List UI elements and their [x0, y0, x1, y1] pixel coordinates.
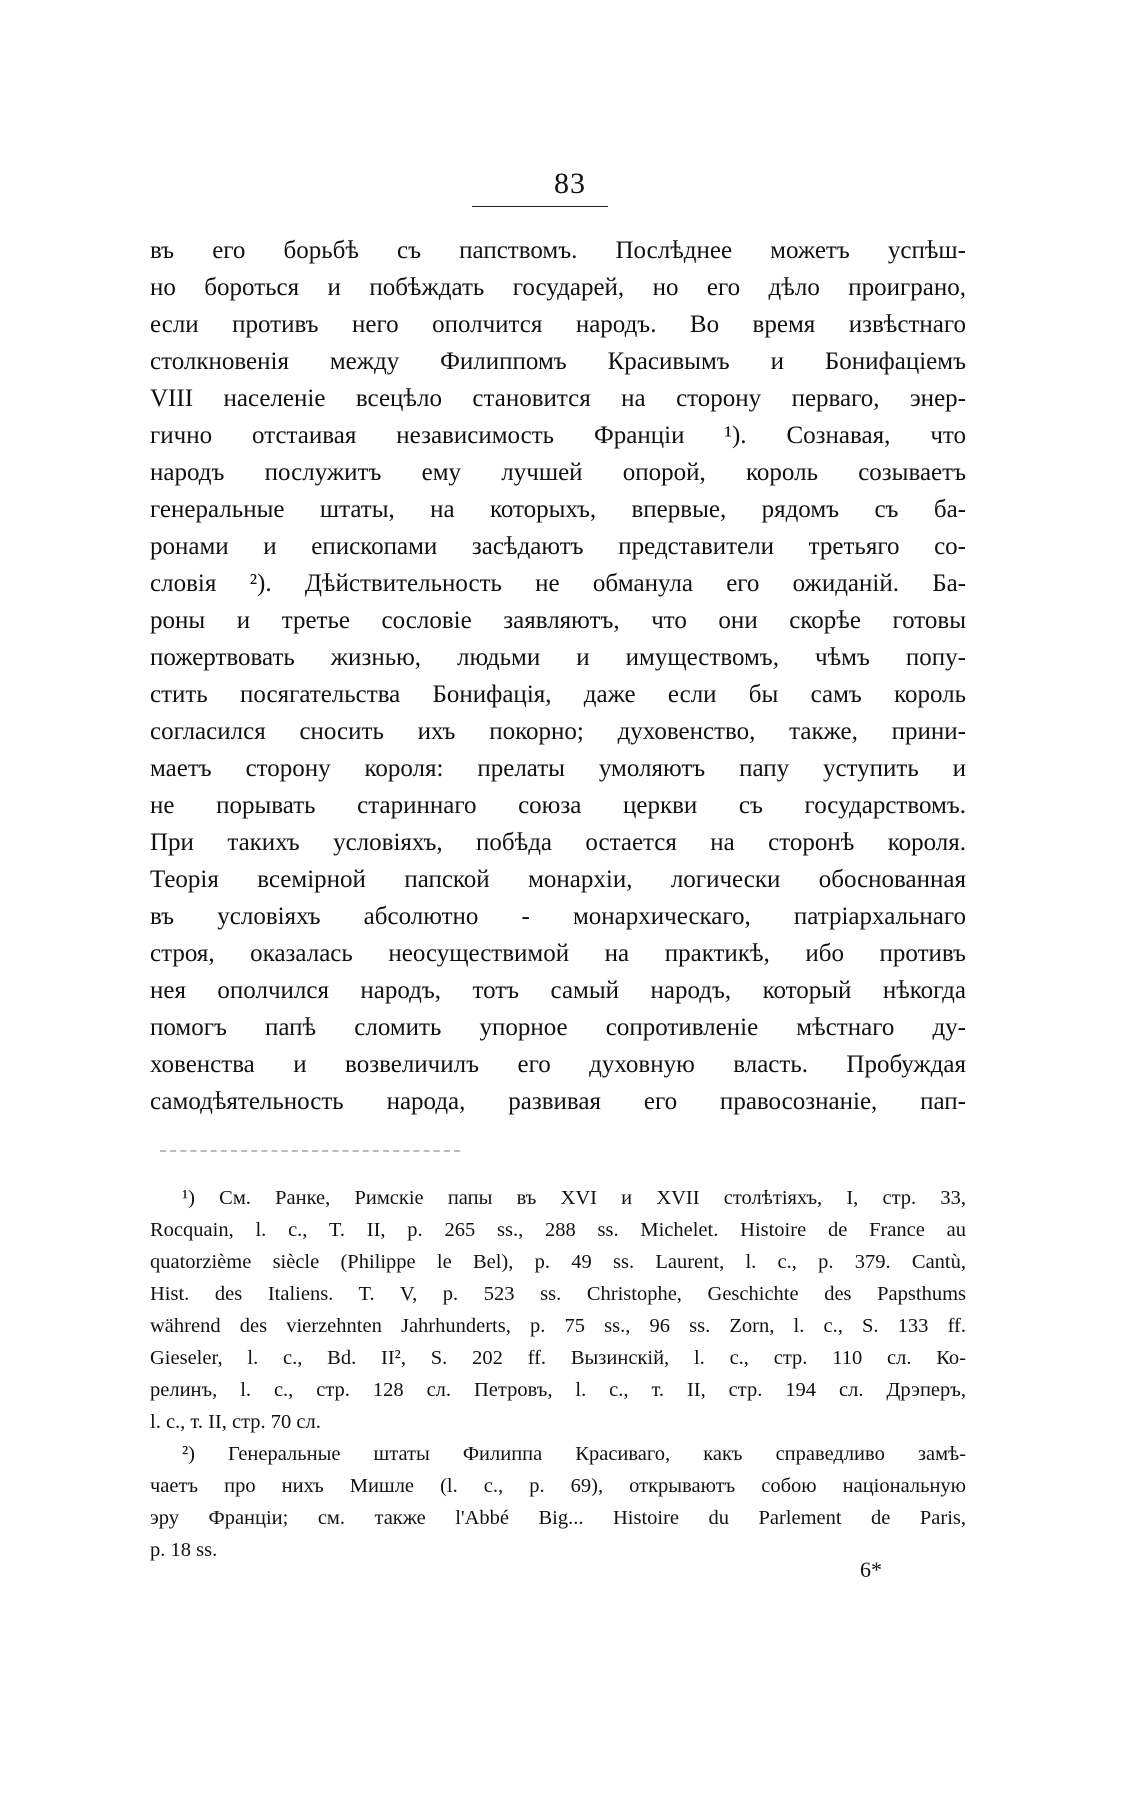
- body-line: стить посягательства Бонифація, даже если бы самъ король: [150, 681, 966, 708]
- body-line: не порывать стариннаго союза церкви съ государствомъ.: [150, 792, 966, 819]
- footnote-line: ²) Генеральные штаты Филиппа Красиваго, какъ справедливо замѣ-: [182, 1443, 966, 1465]
- body-line: если противъ него ополчится народъ. Во время извѣстнаго: [150, 311, 966, 338]
- body-line: но бороться и побѣждать государей, но его дѣло проиграно,: [150, 274, 966, 301]
- body-line: При такихъ условіяхъ, побѣда остается на сторонѣ короля.: [150, 829, 966, 856]
- body-line: гично отстаивая независимость Франціи ¹). Сознавая, что: [150, 422, 966, 449]
- body-line: пожертвовать жизнью, людьми и имуществомъ, чѣмъ попу-: [150, 644, 966, 671]
- footnote-line: эру Франціи; см. также l'Abbé Big... Histoire du Parlement de Paris,: [150, 1507, 966, 1529]
- body-text: [150, 232, 966, 1120]
- body-line: нея ополчился народъ, тотъ самый народъ, который нѣкогда: [150, 977, 966, 1004]
- body-line: VIII населеніе всецѣло становится на сторону перваго, энер-: [150, 385, 966, 412]
- body-line: генеральные штаты, на которыхъ, впервые, рядомъ съ ба-: [150, 496, 966, 523]
- body-line: въ его борьбѣ съ папствомъ. Послѣднее можетъ успѣш-: [150, 237, 966, 264]
- body-line: помогъ папѣ сломить упорное сопротивленіе мѣстнаго ду-: [150, 1014, 966, 1041]
- footnote-line: l. c., т. II, стр. 70 сл.: [150, 1411, 321, 1433]
- body-line: самодѣятельность народа, развивая его правосознаніе, пап-: [150, 1088, 966, 1115]
- body-line: столкновенія между Филиппомъ Красивымъ и Бонифаціемъ: [150, 348, 966, 375]
- body-line: словія ²). Дѣйствительность не обманула его ожиданій. Ба-: [150, 570, 966, 597]
- footnote-line: чаетъ про нихъ Мишле (l. c., p. 69), открываютъ собою національную: [150, 1475, 966, 1497]
- footnote-line: Gieseler, l. c., Bd. II², S. 202 ff. Вызинскій, l. c., стр. 110 сл. Ко-: [150, 1347, 966, 1369]
- body-line: ховенства и возвеличилъ его духовную власть. Пробуждая: [150, 1051, 966, 1078]
- header-rule: [472, 206, 608, 207]
- footnote-line: während des vierzehnten Jahrhunderts, p. 75 ss., 96 ss. Zorn, l. c., S. 133 ff.: [150, 1315, 966, 1337]
- printer-signature-mark: 6*: [860, 1557, 882, 1582]
- body-line: строя, оказалась неосуществимой на практикѣ, ибо противъ: [150, 940, 966, 967]
- body-line: ронами и епископами засѣдаютъ представители третьяго со-: [150, 533, 966, 560]
- footnote-1: [150, 1182, 966, 1438]
- footnote-line: Rocquain, l. c., T. II, p. 265 ss., 288 ss. Michelet. Histoire de France au: [150, 1219, 966, 1241]
- page-number: 83: [554, 167, 586, 200]
- body-line: Теорія всемірной папской монархіи, логически обоснованная: [150, 866, 966, 893]
- body-line: маетъ сторону короля: прелаты умоляютъ папу уступить и: [150, 755, 966, 782]
- footnote-line: релинъ, l. c., стр. 128 сл. Петровъ, l. c., т. II, стр. 194 сл. Дрэперъ,: [150, 1379, 966, 1401]
- footnote-2: [150, 1438, 966, 1566]
- footnote-line: Hist. des Italiens. T. V, p. 523 ss. Christophe, Geschichte des Papsthums: [150, 1283, 966, 1305]
- footnote-line: p. 18 ss.: [150, 1539, 218, 1561]
- footnotes: [150, 1182, 966, 1566]
- footnote-line: ¹) См. Ранке, Римскіе папы въ XVI и XVII столѣтіяхъ, I, стр. 33,: [182, 1187, 966, 1209]
- body-line: роны и третье сословіе заявляютъ, что они скорѣе готовы: [150, 607, 966, 634]
- body-line: народъ послужитъ ему лучшей опорой, король созываетъ: [150, 459, 966, 486]
- footnote-line: quatorzième siècle (Philippe le Bel), p. 49 ss. Laurent, l. c., p. 379. Cantù,: [150, 1251, 966, 1273]
- body-line: согласился сносить ихъ покорно; духовенство, также, прини-: [150, 718, 966, 745]
- body-line: въ условіяхъ абсолютно - монархическаго, патріархальнаго: [150, 903, 966, 930]
- footnote-separator: [160, 1150, 460, 1152]
